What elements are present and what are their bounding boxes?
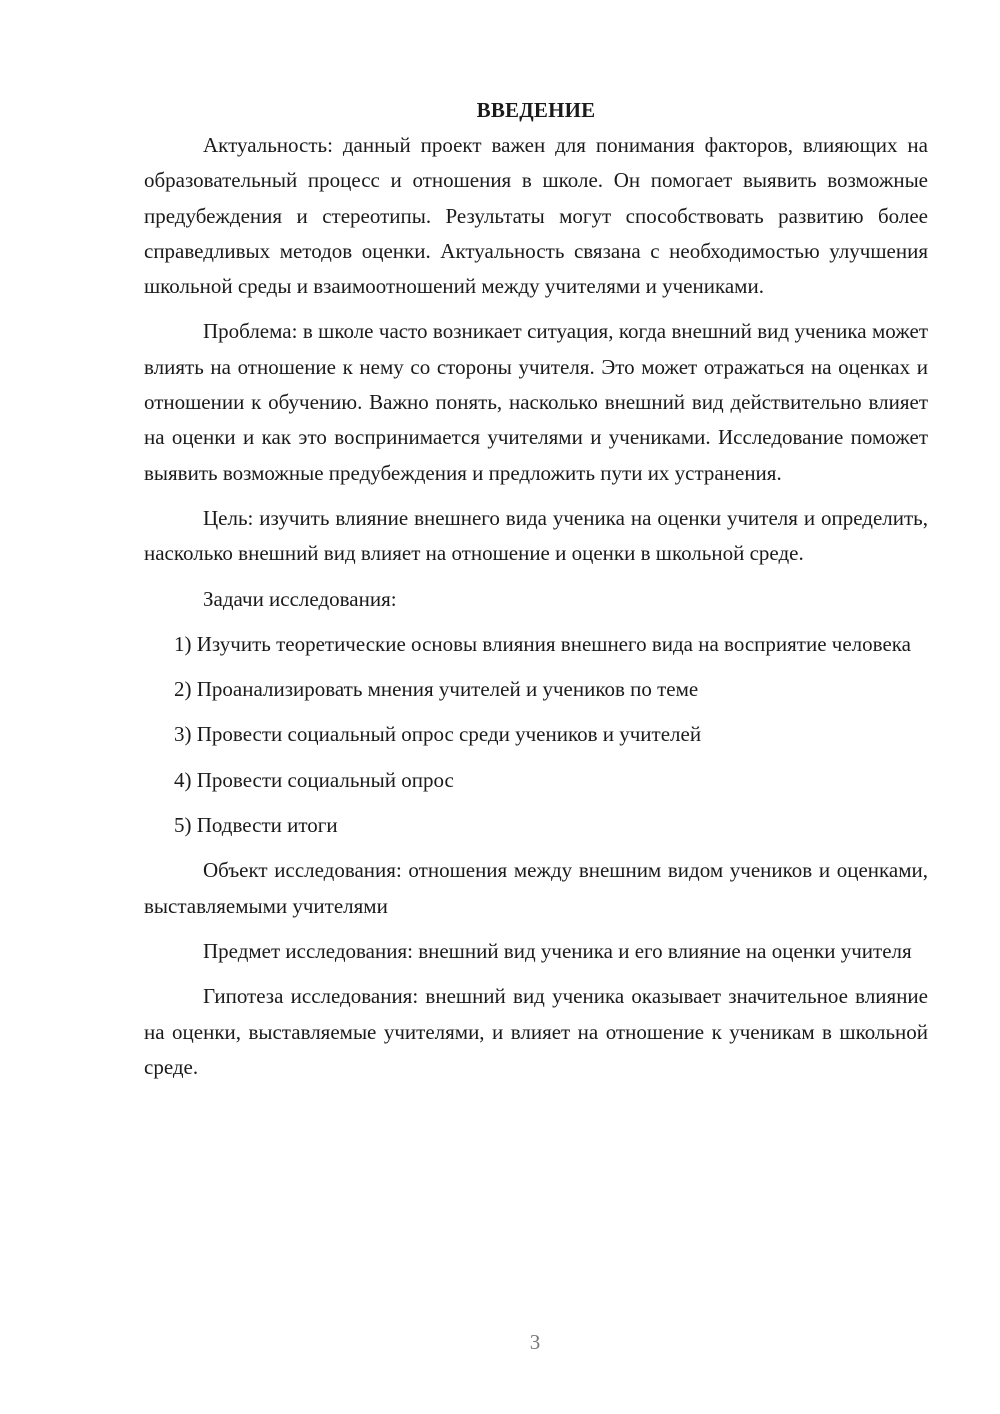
task-item-2: 2) Проанализировать мнения учителей и учеников по теме <box>174 677 699 702</box>
page-number: 3 <box>529 1330 541 1354</box>
document-page <box>144 92 928 1095</box>
goal-paragraph: Цель: изучить влияние внешнего вида ученика на оценки учителя и определить, насколько внешний вид влияет на отношение и оценки в школьной среде. <box>144 505 928 566</box>
object-paragraph: Объект исследования: отношения между внешним видом учеников и оценками, выставляемыми учителями <box>144 858 928 918</box>
task-item-1: 1) Изучить теоретические основы влияния внешнего вида на восприятие человека <box>174 631 911 656</box>
relevance-paragraph: Актуальность: данный проект важен для понимания факторов, влияющих на образовательный процесс и отношения в школе. Он помогает выявить возможные предубеждения и стереотипы. Результаты могут способствовать развитию более справедливых методов оценки. Актуальность связана с необходимостью улучшения школьной среды и взаимоотношений между учителями и учениками. <box>144 133 928 299</box>
problem-paragraph: Проблема: в школе часто возникает ситуация, когда внешний вид ученика может влиять на отношение к нему со стороны учителя. Это может отражаться на оценках и отношении к обучению. Важно понять, насколько внешний вид действительно влияет на оценки и как это воспринимается учителями и учениками. Исследование поможет выявить возможные предубеждения и предложить пути их устранения. <box>144 319 928 485</box>
task-item-4: 4) Провести социальный опрос <box>174 767 454 792</box>
subject-paragraph: Предмет исследования: внешний вид ученика и его влияние на оценки учителя <box>203 938 912 963</box>
tasks-heading: Задачи исследования: <box>203 586 397 611</box>
hypothesis-paragraph: Гипотеза исследования: внешний вид ученика оказывает значительное влияние на оценки, выставляемые учителями, и влияет на отношение к ученикам в школьной среде. <box>144 984 928 1079</box>
task-item-3: 3) Провести социальный опрос среди учеников и учителей <box>174 722 702 747</box>
section-title: ВВЕДЕНИЕ <box>476 98 596 122</box>
task-item-5: 5) Подвести итоги <box>174 813 338 838</box>
